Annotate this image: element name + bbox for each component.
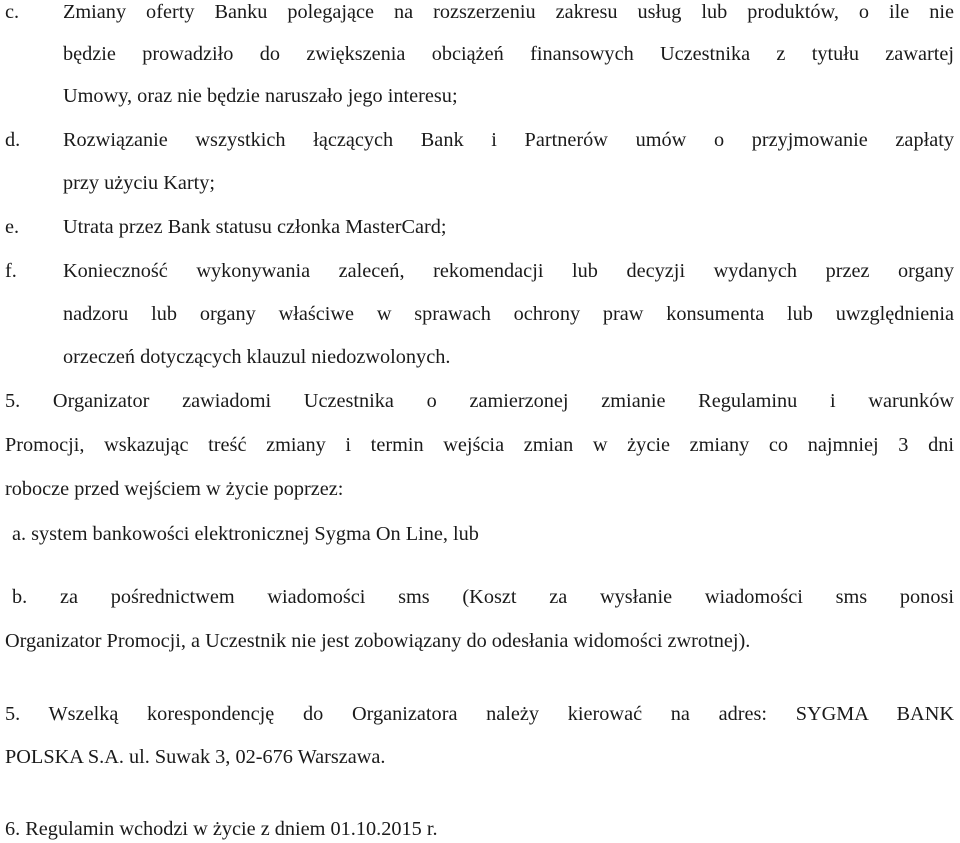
para-5-line-1: 5. Organizator zawiadomi Uczestnika o zamierzonej zmianie Regulaminu i warunków [5,390,954,412]
list-marker-e: e. [5,216,20,238]
item-c-line-2: będzie prowadziło do zwiększenia obciążeń finansowych Uczestnika z tytułu zawartej [63,43,954,65]
list-marker-d: d. [5,129,21,151]
item-e-line-1: Utrata przez Bank statusu członka MasterCard; [63,216,447,238]
item-c-line-1: Zmiany oferty Banku polegające na rozszerzeniu zakresu usług lub produktów, o ile nie [63,1,954,23]
list-marker-f: f. [5,260,17,282]
para-6: 6. Regulamin wchodzi w życie z dniem 01.10.2015 r. [5,818,438,840]
item-d-line-2: przy użyciu Karty; [63,172,216,194]
list-marker-c: c. [5,1,20,23]
item-d-line-1: Rozwiązanie wszystkich łączących Bank i Partnerów umów o przyjmowanie zapłaty [63,129,954,151]
sub-item-a: a. system bankowości elektronicznej Sygma On Line, lub [12,523,479,545]
para-5-line-3: robocze przed wejściem w życie poprzez: [5,478,344,500]
item-c-line-3: Umowy, oraz nie będzie naruszało jego interesu; [63,85,458,107]
sub-item-b-line-2: Organizator Promocji, a Uczestnik nie jest zobowiązany do odesłania widomości zwrotnej). [5,630,751,652]
para-5b-line-1: 5. Wszelką korespondencję do Organizatora należy kierować na adres: SYGMA BANK [5,703,954,725]
sub-item-b-line-1: b. za pośrednictwem wiadomości sms (Koszt za wysłanie wiadomości sms ponosi [12,586,954,608]
para-5b-line-2: POLSKA S.A. ul. Suwak 3, 02-676 Warszawa. [5,746,386,768]
item-f-line-2: nadzoru lub organy właściwe w sprawach ochrony praw konsumenta lub uwzględnienia [63,303,954,325]
item-f-line-3: orzeczeń dotyczących klauzul niedozwolonych. [63,346,451,368]
item-f-line-1: Konieczność wykonywania zaleceń, rekomendacji lub decyzji wydanych przez organy [63,260,954,282]
para-5-line-2: Promocji, wskazując treść zmiany i termin wejścia zmian w życie zmiany co najmniej 3 dni [5,434,954,456]
